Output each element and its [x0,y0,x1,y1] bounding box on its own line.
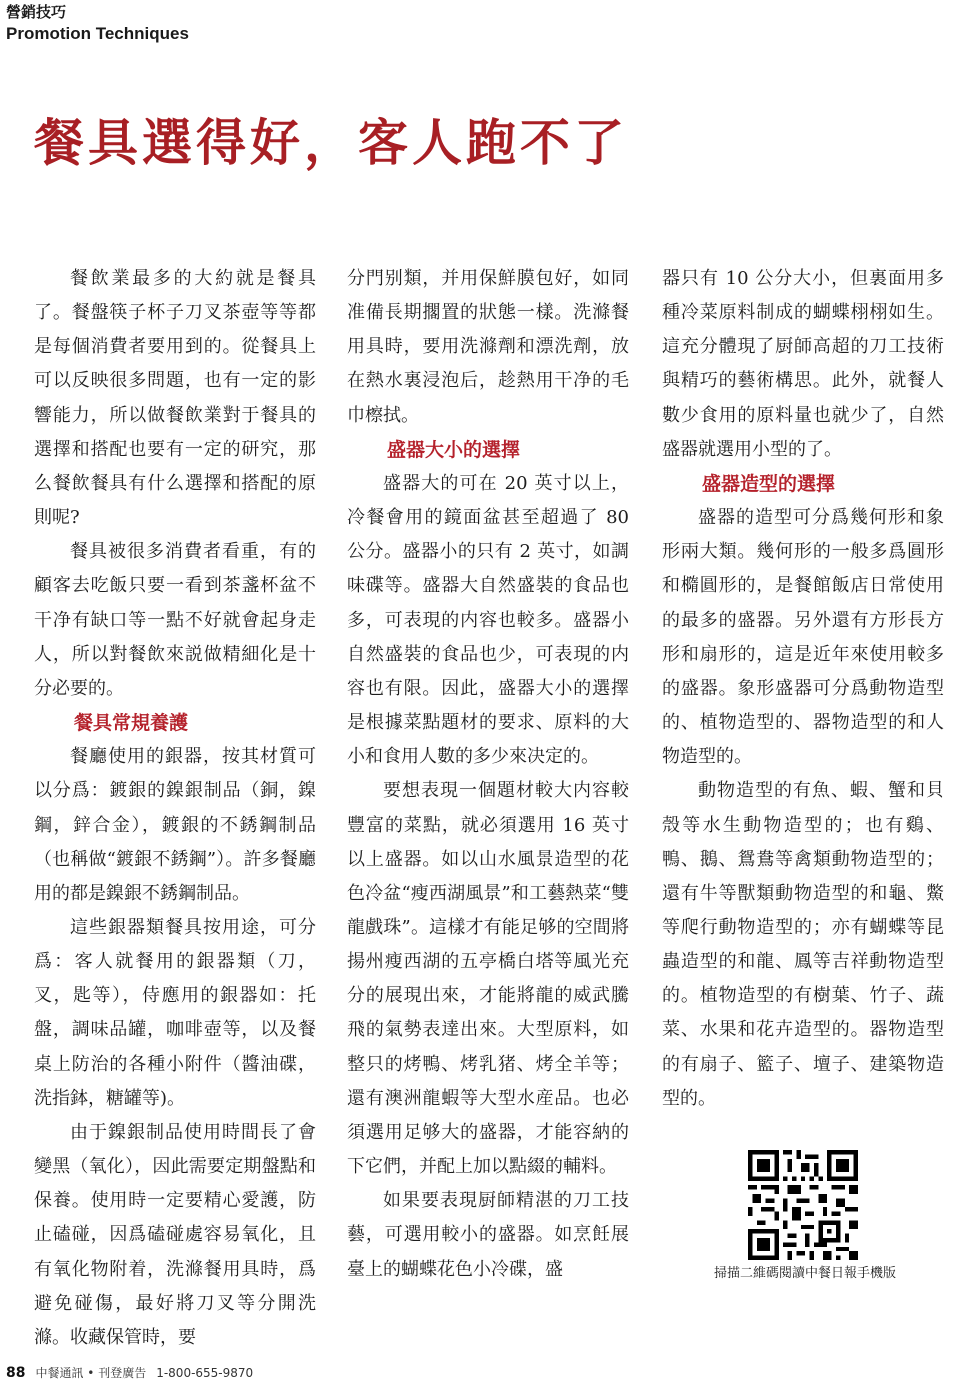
publication-name: 中餐通訊 • 刊登廣告 [35,1366,147,1380]
subheading-container-size: 盛器大小的選擇 [387,438,521,461]
paragraph: 如果要表現厨師精湛的刀工技藝，可選用較小的盛器。如烹飪展臺上的蝴蝶花色小冷碟，盛 [347,1190,629,1280]
article-column-1 [34,262,316,1355]
paragraph: 要想表現一個題材較大内容較豐富的菜點，就必須選用 16 英寸以上盛器。如以山水風景造型的花色冷盆“瘦西湖風景”和工藝熱菜“雙龍戲珠”。這樣才有能足够的空間將揚州瘦西湖的五亭橋白塔等風光充分的展現出來，才能將龍的威武騰飛的氣勢表達出來。大型原料，如整只的烤鴨、烤乳猪、烤全羊等；還有澳洲龍蝦等大型水産品。也必須選用足够大的盛器，才能容納的下它們，并配上加以點綴的輔料。 [347,780,629,1178]
section-subtitle: Promotion Techniques [6,24,189,43]
page-footer [6,1364,253,1382]
paragraph: 由于鎳銀制品使用時間長了會變黑（氧化），因此需要定期盤點和保養。使用時一定要精心愛護，防止磕碰，因爲磕碰處容易氧化，且有氧化物附着，洗滌餐用具時，爲避免碰傷，最好將刀叉等分開洗滌。收藏保管時，要 [34,1121,316,1348]
paragraph: 餐飲業最多的大約就是餐具了。餐盤筷子杯子刀叉茶壺等等都是每個消費者要用到的。從餐具上可以反映很多問題，也有一定的影響能力，所以做餐飲業對于餐具的選擇和搭配也要有一定的研究，那么餐飲餐具有什么選擇和搭配的原則呢? [34,268,316,529]
qr-code-icon[interactable] [748,1150,858,1260]
article-headline: 餐具選得好，客人跑不了 [34,113,628,172]
paragraph: 分門别類，并用保鮮膜包好，如同准備長期擱置的狀態一樣。洗滌餐用具時，要用洗滌劑和漂洗劑，放在熱水裏浸泡后，趁熱用干净的毛巾檫拭。 [347,268,629,426]
paragraph: 這些銀器類餐具按用途，可分爲：客人就餐用的銀器類（刀，叉，匙等），侍應用的銀器如：托盤，調味品罐，咖啡壺等，以及餐桌上防治的各種小附件（醬油碟，洗指鉢，糖罐等)。 [34,916,316,1109]
article-column-2 [347,262,629,1287]
paragraph: 動物造型的有魚、蝦、蟹和貝殼等水生動物造型的；也有鷄、鴨、鵝、鴛鴦等禽類動物造型的；還有牛等獸類動物造型的和龜、鱉等爬行動物造型的；亦有蝴蝶等昆蟲造型的和龍、鳳等吉祥動物造型的。植物造型的有樹葉、竹子、蔬菜、水果和花卉造型的。器物造型的有扇子、籃子、壇子、建築物造型的。 [662,780,944,1109]
page-number: 88 [6,1365,26,1381]
paragraph: 盛器的造型可分爲幾何形和象形兩大類。幾何形的一般多爲圓形和橢圓形的，是餐館飯店日常使用的最多的盛器。另外還有方形長方形和扇形的，這是近年來使用較多的盛器。象形盛器可分爲動物造型的、植物造型的、器物造型的和人物造型的。 [662,507,944,768]
paragraph: 盛器大的可在 20 英寸以上，冷餐會用的鏡面盆甚至超過了 80 公分。盛器小的只有 2 英寸，如調味碟等。盛器大自然盛裝的食品也多，可表現的内容也較多。盛器小自然盛裝的食品也少，可表現的内容也有限。因此，盛器大小的選擇是根據菜點題材的要求、原料的大小和食用人數的多少來决定的。 [347,472,629,768]
ad-phone-number: 1-800-655-9870 [156,1366,254,1380]
subheading-tableware-care: 餐具常規養護 [74,712,189,735]
qr-caption: 掃描二維碼閱讀中餐日報手機版 [713,1266,896,1281]
paragraph: 餐廳使用的銀器，按其材質可以分爲：鍍銀的鎳銀制品（銅，鎳鋼，鋅合金），鍍銀的不銹鋼制品（也稱做“鍍銀不銹鋼”）。許多餐廳用的都是鎳銀不銹鋼制品。 [34,746,316,904]
paragraph: 餐具被很多消費者看重，有的顧客去吃飯只要一看到茶盞杯盆不干净有缺口等一點不好就會起身走人，所以對餐飲來説做精細化是十分必要的。 [34,541,316,699]
paragraph: 器只有 10 公分大小，但裏面用多種冷菜原料制成的蝴蝶栩栩如生。這充分體現了厨師高超的刀工技術與精巧的藝術構思。此外，就餐人數少食用的原料量也就少了，自然盛器就選用小型的了。 [662,268,944,460]
subheading-container-shape: 盛器造型的選擇 [702,472,836,495]
article-column-3 [662,262,944,1116]
section-label: 營銷技巧 [6,3,67,21]
